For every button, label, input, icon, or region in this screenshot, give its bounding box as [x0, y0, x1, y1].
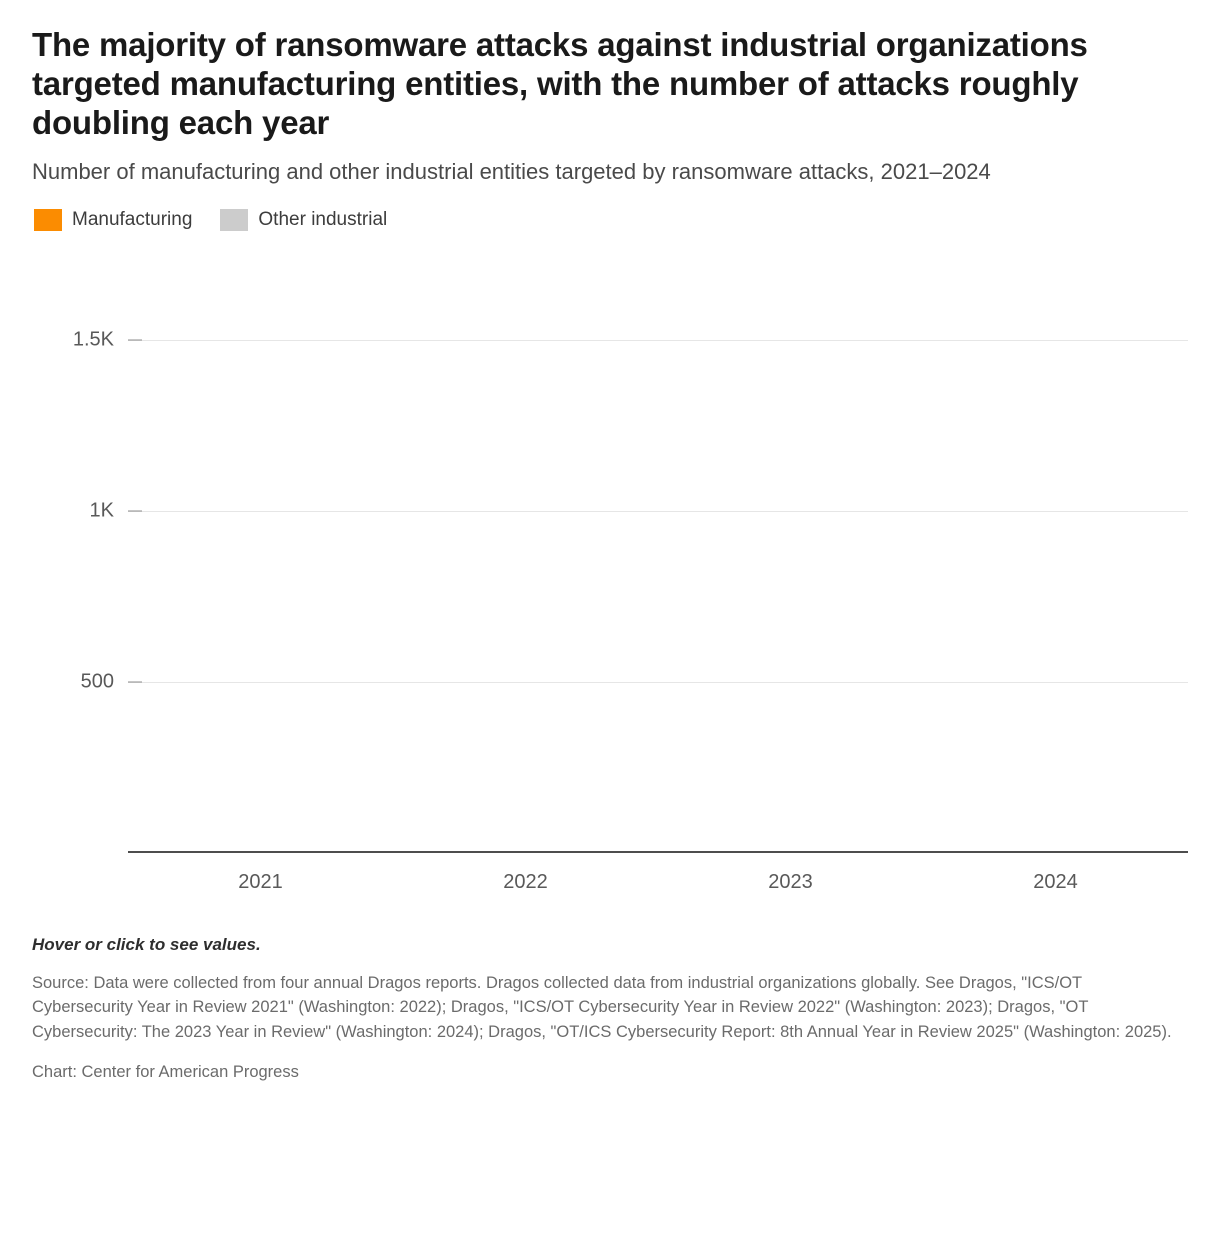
bar-group[interactable] [393, 255, 658, 893]
chart-footer [32, 935, 1188, 1082]
chart-subtitle: Number of manufacturing and other industrial entities targeted by ransomware attacks, 2021–2024 [32, 158, 991, 184]
bar-chart [32, 243, 1188, 913]
legend-swatch-manufacturing [34, 209, 62, 231]
legend-label-manufacturing: Manufacturing [72, 208, 193, 230]
bar-series-container [128, 255, 1188, 893]
chart-credit: Chart: Center for American Progress [32, 1062, 299, 1081]
x-axis-line [128, 851, 1188, 853]
x-axis-tick-label: 2023 [768, 870, 813, 893]
hover-note: Hover or click to see values. [32, 934, 261, 954]
legend-item-manufacturing[interactable] [34, 209, 192, 231]
legend-swatch-other-industrial [220, 209, 248, 231]
x-axis-tick-label: 2024 [1033, 870, 1078, 893]
page-title: The majority of ransomware attacks against industrial organizations targeted manufacturing entities, with the number of attacks roughly doubling each year [32, 26, 1088, 141]
legend-label-other-industrial: Other industrial [258, 208, 388, 230]
source-note: Source: Data were collected from four annual Dragos reports. Dragos collected data from industrial organizations globally. See Dragos, "ICS/OT Cybersecurity Year in Review 2021" (Washington: 2022); Dragos, "ICS/OT Cybersecurity Year in Review 2022" (Washington: 2023); Dragos, "OT Cybersecurity: The 2023 Year in Review" (Washington: 2024); Dragos, "OT/ICS Cybersecurity Report: 8th Annual Year in Review 2025" (Washington: 2025). [32, 973, 1172, 1041]
y-axis-tick-label: 500 [80, 670, 114, 693]
x-axis-tick-label: 2021 [238, 870, 283, 893]
chart-legend [34, 209, 1188, 231]
y-axis-tick-label: 1.5K [72, 328, 114, 351]
plot-area [72, 255, 1188, 893]
bar-group[interactable] [923, 255, 1188, 893]
x-axis-tick-label: 2022 [503, 870, 548, 893]
bar-group[interactable] [128, 255, 393, 893]
bar-group[interactable] [658, 255, 923, 893]
y-axis-tick-label: 1K [89, 499, 114, 522]
legend-item-other-industrial[interactable] [220, 209, 387, 231]
